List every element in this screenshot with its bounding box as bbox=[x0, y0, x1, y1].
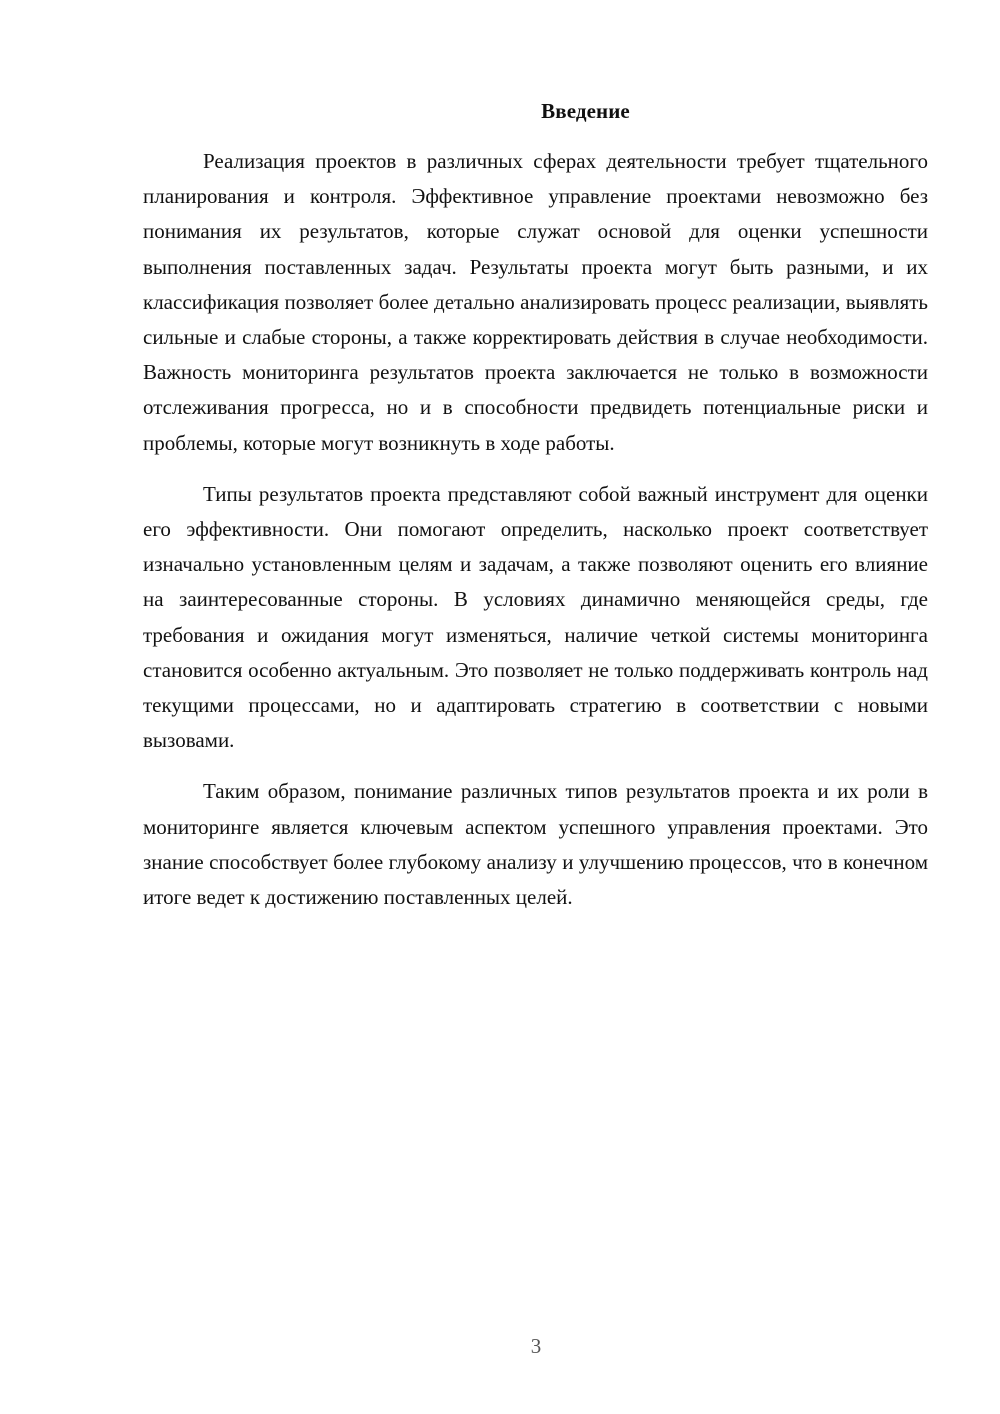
paragraph-intro: Реализация проектов в различных сферах деятельности требует тщательного планирования и контроля. Эффективное управление проектами невозможно без понимания их результатов, которые служат основой для оценки успешности выполнения поставленных задач. Результаты проекта могут быть разными, и их классификация позволяет более детально анализировать процесс реализации, выявлять сильные и слабые стороны, а также корректировать действия в случае необходимости. Важность мониторинга результатов проекта заключается не только в возможности отслеживания прогресса, но и в способности предвидеть потенциальные риски и проблемы, которые могут возникнуть в ходе работы. bbox=[143, 149, 928, 455]
paragraph-result-types: Типы результатов проекта представляют собой важный инструмент для оценки его эффективности. Они помогают определить, насколько проект соответствует изначально установленным целям и задачам, а также позволяют оценить его влияние на заинтересованные стороны. В условиях динамично меняющейся среды, где требования и ожидания могут изменяться, наличие четкой системы мониторинга становится особенно актуальным. Это позволяет не только поддерживать контроль над текущими процессами, но и адаптировать стратегию в соответствии с новыми вызовами. bbox=[143, 481, 928, 753]
section-heading: Введение bbox=[541, 99, 630, 123]
page-content bbox=[143, 96, 928, 915]
page-number: 3 bbox=[530, 1334, 542, 1358]
paragraph-conclusion: Таким образом, понимание различных типов результатов проекта и их роли в мониторинге является ключевым аспектом успешного управления проектами. Это знание способствует более глубокому анализу и улучшению процессов, что в конечном итоге ведет к достижению поставленных целей. bbox=[143, 779, 928, 910]
